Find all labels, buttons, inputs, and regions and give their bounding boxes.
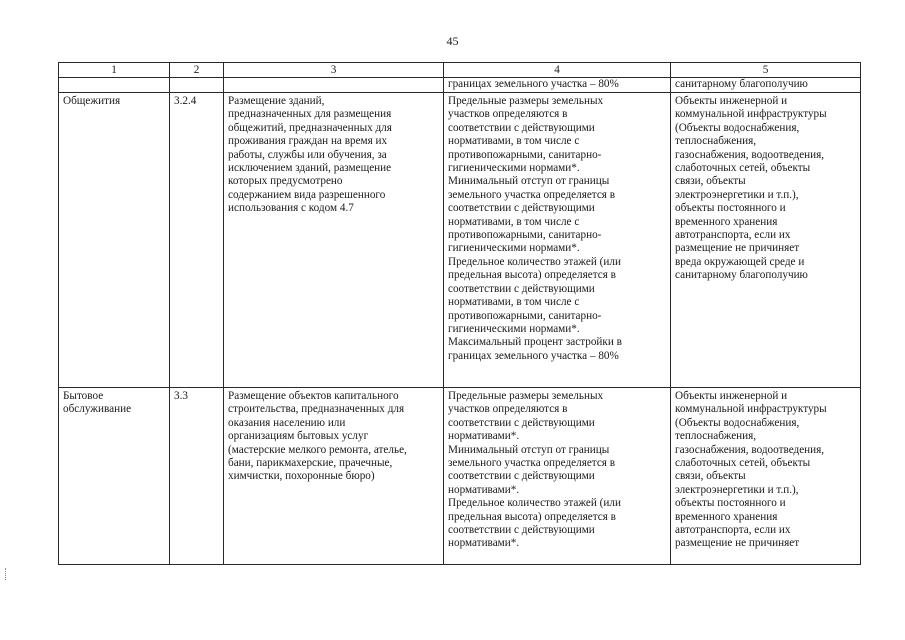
use-description: Размещение зданий, предназначенных для размещения общежитий, предназначенных для проживания граждан на время их работы, службы или обучения, за исключением зданий, размещение которых предусмотрено содержанием вида разрешенного использования с кодом 4.7 [224, 93, 444, 388]
table-row [59, 93, 861, 388]
use-description: Размещение объектов капитального строительства, предназначенных для оказания населению или организациям бытовых услуг (мастерские мелкого ремонта, ателье, бани, парикмахерские, прачечные, химчистки, похоронные бюро) [224, 388, 444, 565]
use-type-name: Общежития [59, 93, 170, 388]
table-cell [224, 78, 444, 93]
column-header: 1 [59, 63, 170, 78]
continuation-row [59, 78, 861, 93]
table-cell: границах земельного участка – 80% [444, 78, 671, 93]
table-cell [170, 78, 224, 93]
use-parameters: Предельные размеры земельных участков определяются в соответствии с действующими нормативами, в том числе с противопожарными, санитарно- гигиеническими нормами*. Минимальный отступ от границы земельного участка определяется в соответствии с действующими нормативами, в том числе с противопожарными, санитарно- гигиеническими нормами*. Предельное количество этажей (или предельная высота) определяется в соответствии с действующими нормативами, в том числе с противопожарными, санитарно- гигиеническими нормами*. Максимальный процент застройки в границах земельного участка – 80% [444, 93, 671, 388]
zoning-table [58, 62, 861, 565]
page-number: 45 [446, 34, 459, 48]
use-parameters: Предельные размеры земельных участков определяются в соответствии с действующими нормативами*. Минимальный отступ от границы земельного участка определяется в соответствии с действующими нормативами*. Предельное количество этажей (или предельная высота) определяется в соответствии с действующими нормативами*. [444, 388, 671, 565]
use-type-name: Бытовое обслуживание [59, 388, 170, 565]
column-header: 2 [170, 63, 224, 78]
use-type-code: 3.2.4 [170, 93, 224, 388]
column-header: 3 [224, 63, 444, 78]
use-type-code: 3.3 [170, 388, 224, 565]
scan-margin-mark [5, 568, 9, 580]
column-header: 5 [671, 63, 861, 78]
column-header: 4 [444, 63, 671, 78]
header-row [59, 63, 861, 78]
table-cell: санитарному благополучию [671, 78, 861, 93]
table-cell [59, 78, 170, 93]
permitted-objects: Объекты инженерной и коммунальной инфраструктуры (Объекты водоснабжения, теплоснабжения, газоснабжения, водоотведения, слаботочных сетей, объекты связи, объекты электроэнергетики и т.п.), объекты постоянного и временного хранения автотранспорта, если их размещение не причиняет вреда окружающей среде и санитарному благополучию [671, 93, 861, 388]
permitted-objects: Объекты инженерной и коммунальной инфраструктуры (Объекты водоснабжения, теплоснабжения, газоснабжения, водоотведения, слаботочных сетей, объекты связи, объекты электроэнергетики и т.п.), объекты постоянного и временного хранения автотранспорта, если их размещение не причиняет [671, 388, 861, 565]
table-row [59, 388, 861, 565]
